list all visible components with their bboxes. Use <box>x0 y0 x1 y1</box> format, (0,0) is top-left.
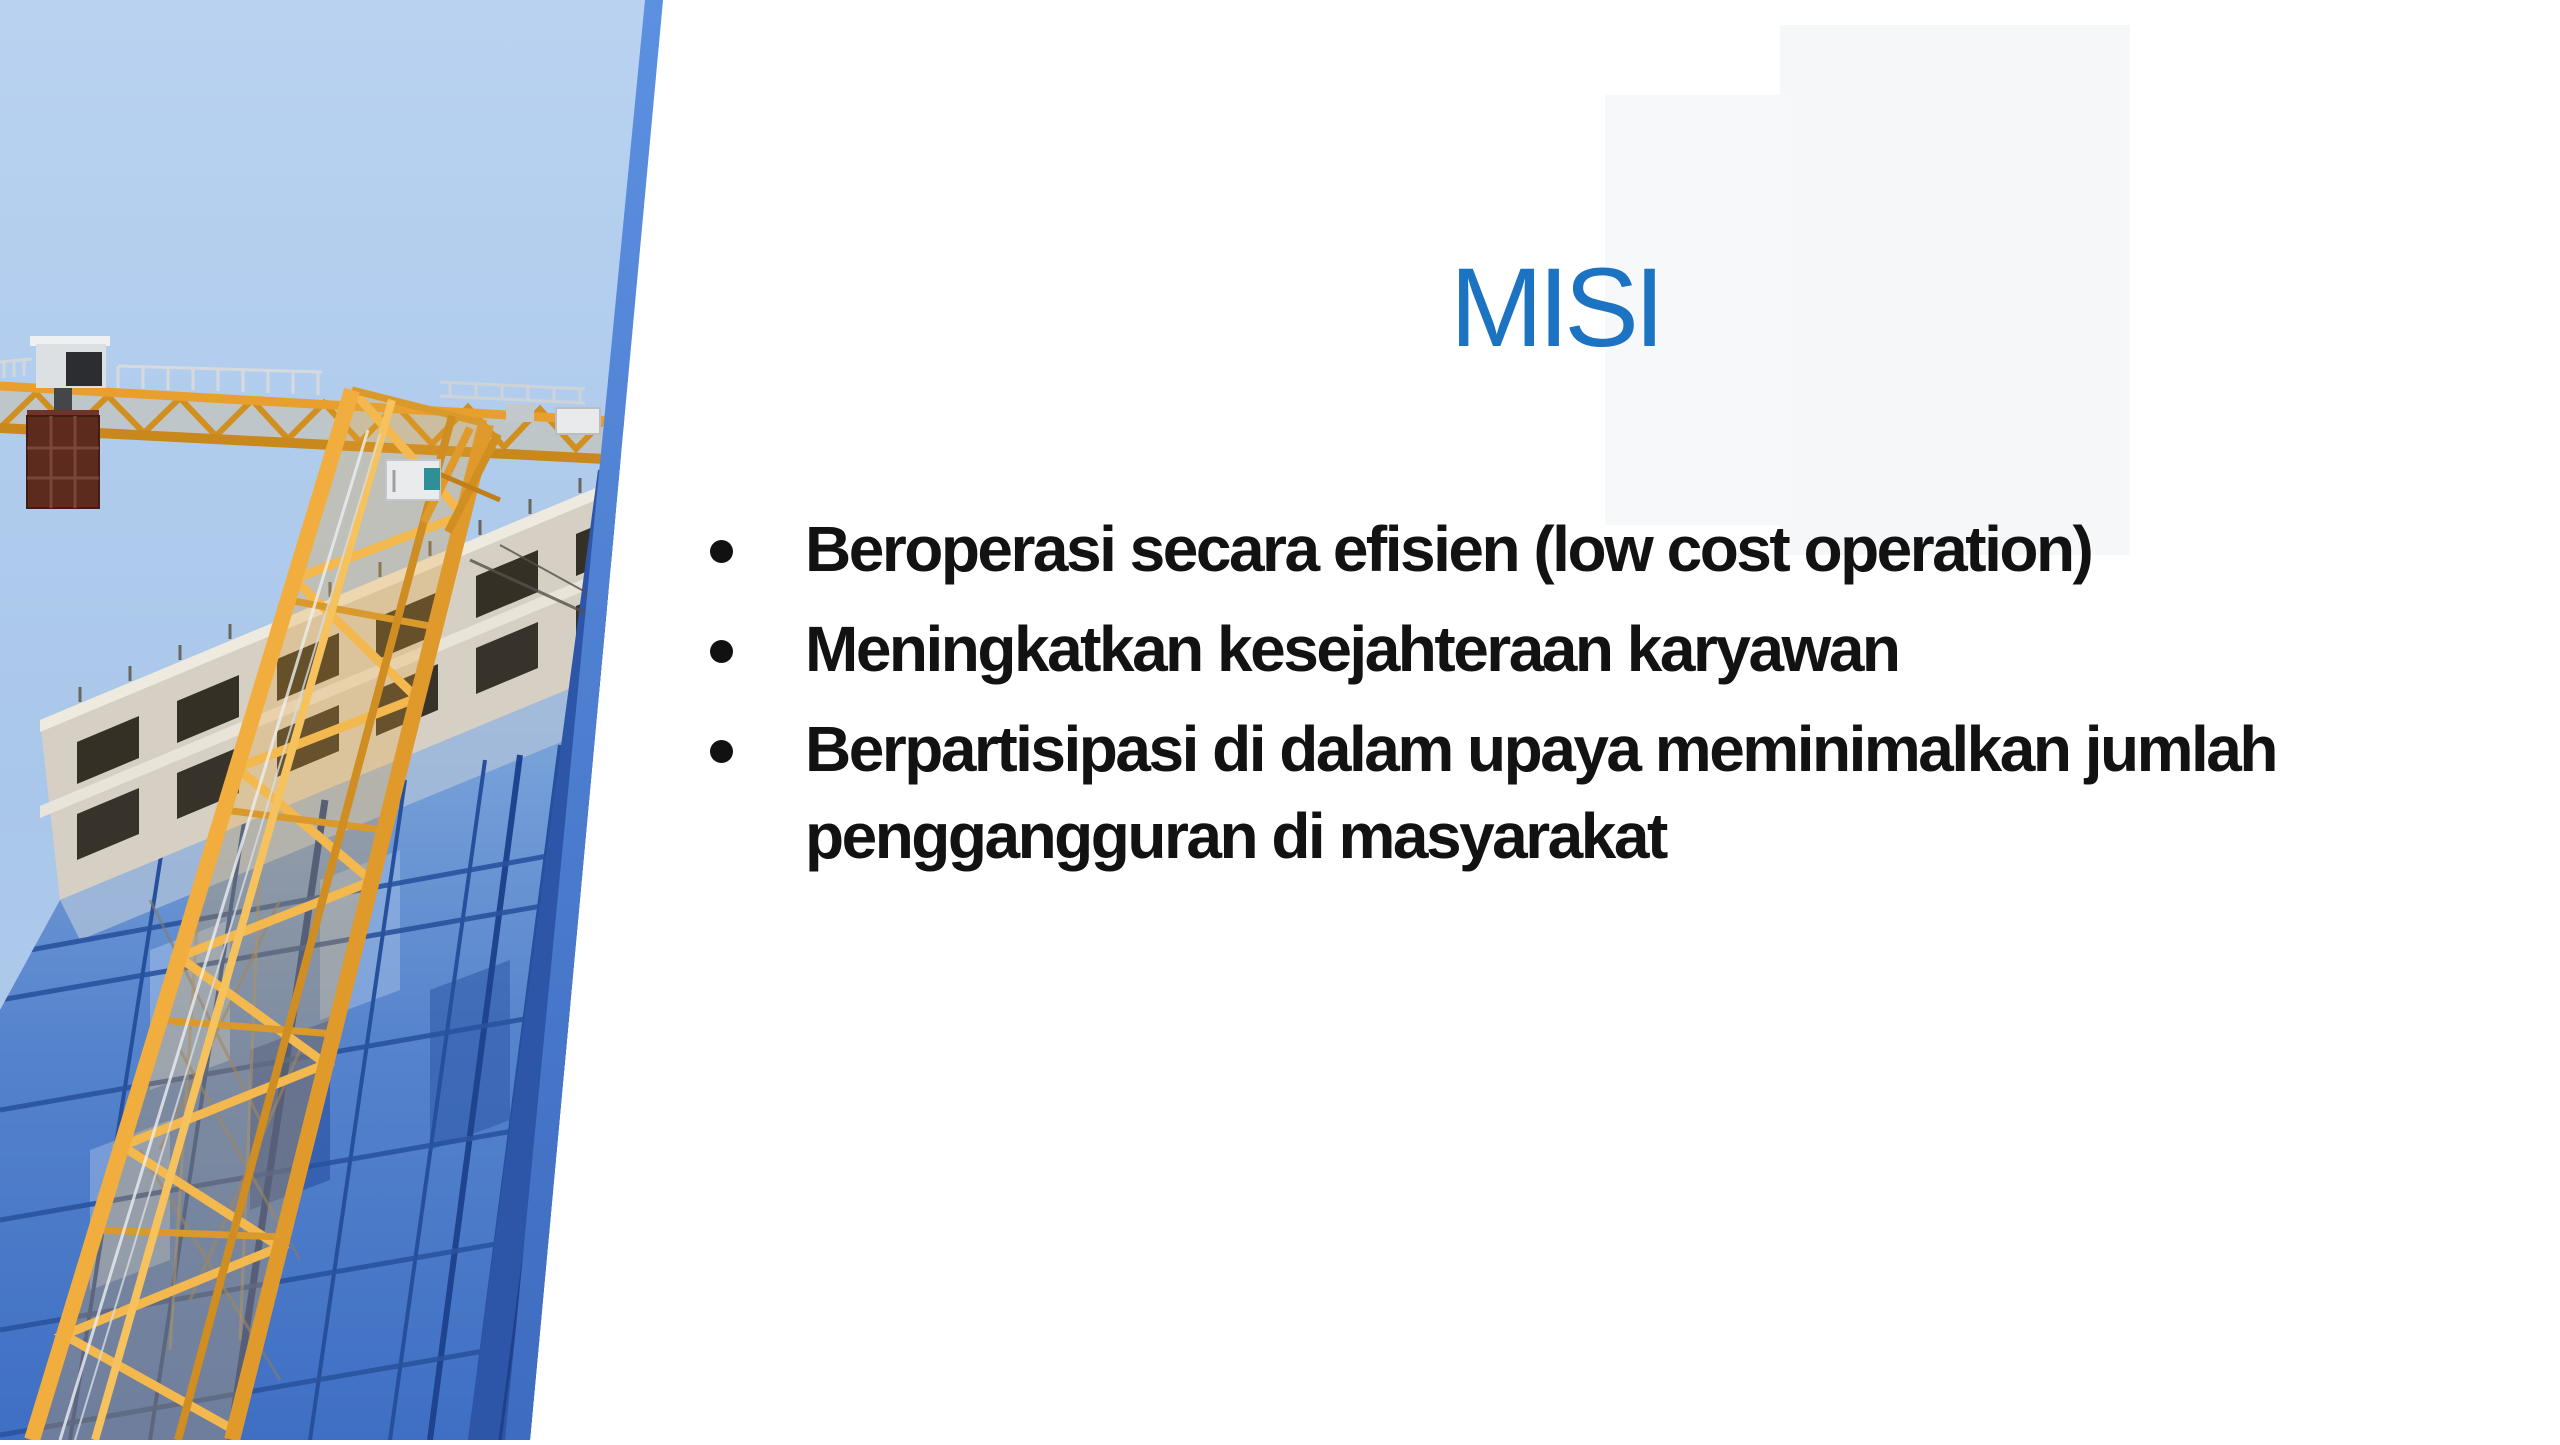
bullet-item <box>697 506 2397 593</box>
bullet-dot <box>710 740 733 763</box>
bullet-item <box>697 706 2397 880</box>
bullet-text: Beroperasi secara efisien (low cost operation) <box>805 513 2092 585</box>
slide-title: MISI <box>1449 245 1661 370</box>
bullet-item <box>697 606 2397 693</box>
bullet-dot <box>710 540 733 563</box>
bullet-text: Meningkatkan kesejahteraan karyawan <box>805 613 1899 685</box>
bullet-text: Berpartisipasi di dalam upaya meminimalkan jumlah penggangguran di masyarakat <box>805 713 2276 872</box>
crane-counterweight <box>27 410 99 508</box>
construction-photo-svg <box>0 0 663 1440</box>
construction-photo <box>0 0 663 1440</box>
bullet-dot <box>710 640 733 663</box>
bullet-list <box>697 506 2397 893</box>
